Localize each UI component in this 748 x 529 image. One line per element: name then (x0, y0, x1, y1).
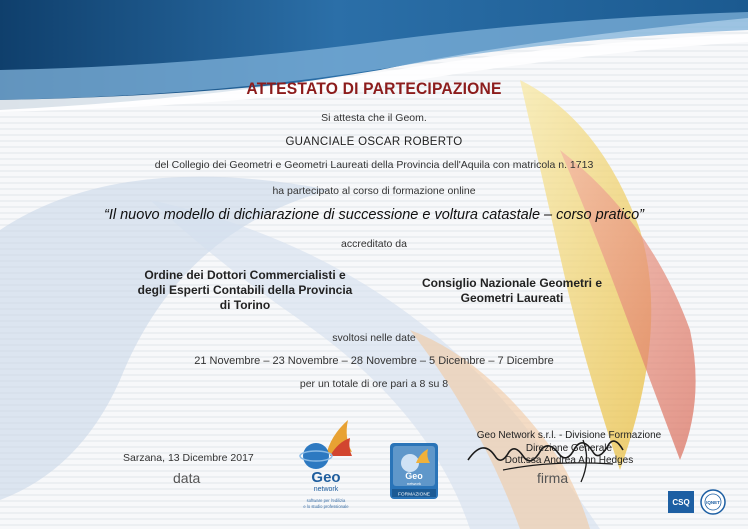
signer-role: Direzione Generale (525, 443, 613, 454)
accreditor-right-line: Consiglio Nazionale Geometri e (421, 276, 603, 290)
attest-line: Si attesta che il Geom. (321, 112, 427, 124)
signer-name: Dott.ssa Andrea Ann Hedges (504, 455, 634, 466)
accredited-line: accreditato da (341, 238, 407, 250)
date-label: data (173, 470, 201, 486)
formazione-geo-text: Geo (405, 471, 423, 481)
accreditor-left-line: Ordine dei Dottori Commercialisti e (144, 268, 346, 282)
place-date: Sarzana, 13 Dicembre 2017 (123, 452, 254, 464)
logo-tagline-2: e lo studio professionale (303, 504, 349, 509)
accreditor-right-line: Geometri Laureati (460, 291, 564, 305)
iqnet-text: IQNET (706, 500, 720, 505)
college-line: del Collegio dei Geometri e Geometri Laureati della Provincia dell'Aquila con matricola n. 1713 (154, 159, 594, 171)
formazione-network-text: network (406, 481, 422, 486)
formazione-label: FORMAZIONE (398, 492, 430, 498)
accreditor-left-line: degli Esperti Contabili della Provincia (137, 283, 353, 297)
geo-formazione-logo (390, 443, 438, 499)
csq-logo (668, 491, 694, 513)
logo-geo-text: Geo (311, 469, 341, 486)
certificate-title: ATTESTATO DI PARTECIPAZIONE (246, 79, 502, 98)
accreditor-left-line: di Torino (219, 298, 271, 312)
accreditor-right (402, 276, 622, 306)
accreditor-left (120, 268, 370, 313)
logo-network-text: network (313, 486, 339, 493)
hours-line: per un totale di ore pari a 8 su 8 (299, 378, 449, 390)
iqnet-logo (700, 489, 726, 515)
participant-name: GUANCIALE OSCAR ROBERTO (285, 136, 463, 148)
logo-globe-icon (303, 443, 329, 469)
held-line: svoltosi nelle date (332, 332, 416, 344)
signature-label: firma (537, 470, 569, 486)
course-title: “Il nuovo modello di dichiarazione di successione e voltura catastale – corso pratico” (103, 207, 644, 223)
csq-text: CSQ (672, 498, 690, 507)
participated-line: ha partecipato al corso di formazione online (272, 185, 476, 197)
signer-company: Geo Network s.r.l. - Divisione Formazione (476, 430, 662, 441)
logo-tagline-1: software per l'edilizia (306, 498, 346, 503)
course-dates: 21 Novembre – 23 Novembre – 28 Novembre – 5 Dicembre – 7 Dicembre (194, 355, 554, 367)
geo-network-logo (290, 418, 362, 514)
